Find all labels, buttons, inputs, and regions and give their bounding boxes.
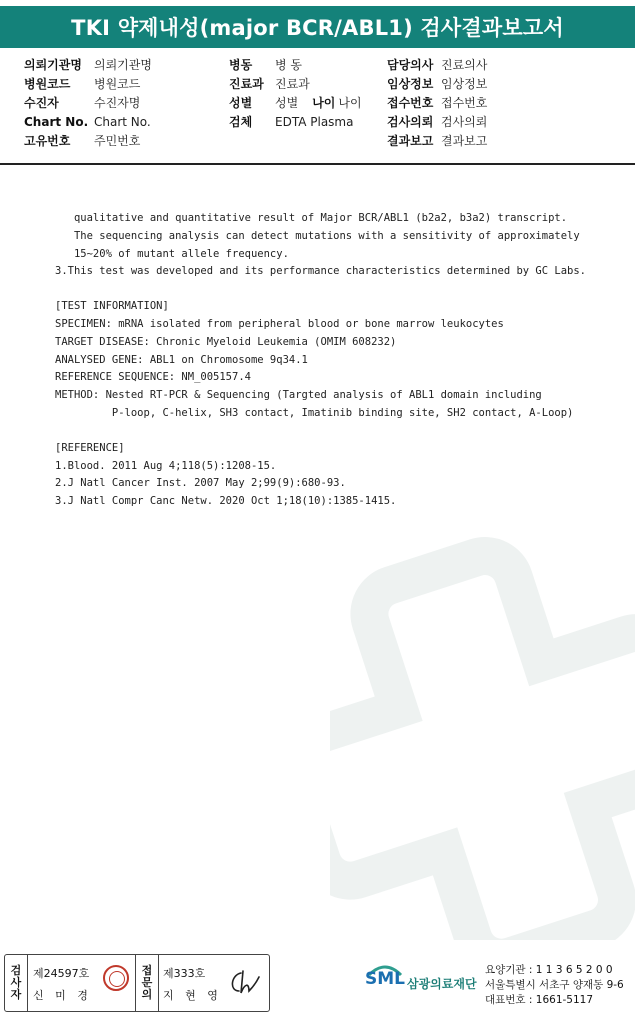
approver-license: 제333호 bbox=[163, 967, 206, 980]
header-col-1 bbox=[24, 56, 152, 151]
body-line: qualitative and quantitative result of Major BCR/ABL1 (b2a2, b3a2) transcript. bbox=[55, 212, 568, 224]
value-age: 나이 bbox=[338, 96, 362, 110]
body-line: METHOD: Nested RT-PCR & Sequencing (Targted analysis of ABL1 domain including bbox=[55, 389, 542, 402]
report-title: TKI 약제내성(major BCR/ABL1) 검사결과보고서 bbox=[0, 6, 635, 48]
label-attending-doctor: 담당의사 bbox=[387, 58, 434, 72]
company-info bbox=[485, 963, 624, 1008]
reference-item: 1.Blood. 2011 Aug 4;118(5):1208-15. bbox=[55, 459, 277, 472]
sml-logo bbox=[365, 963, 485, 1003]
value-department: 진료과 bbox=[275, 77, 310, 91]
approver-label: 접 문 의 bbox=[141, 964, 153, 1001]
body-line: 15~20% of mutant allele frequency. bbox=[55, 247, 289, 260]
value-patient: 수진자명 bbox=[94, 96, 141, 110]
tester-label: 검 사 자 bbox=[10, 964, 22, 1001]
header-col-3 bbox=[387, 56, 487, 151]
divider bbox=[158, 955, 159, 1011]
logo-name: 삼광의료재단 bbox=[407, 977, 477, 991]
value-ward: 병 동 bbox=[275, 58, 302, 72]
value-clinical-info: 임상정보 bbox=[441, 77, 488, 91]
value-chart-no: Chart No. bbox=[94, 115, 151, 129]
seal-stamp-icon bbox=[103, 965, 129, 991]
value-sex: 성별 bbox=[275, 96, 299, 110]
body-line: REFERENCE SEQUENCE: NM_005157.4 bbox=[55, 371, 251, 384]
body-line: The sequencing analysis can detect mutations with a sensitivity of approximately bbox=[55, 229, 580, 242]
label-clinical-info: 임상정보 bbox=[387, 77, 434, 91]
approver-name: 지 현 영 bbox=[163, 989, 222, 1002]
label-chart-no: Chart No. bbox=[24, 115, 89, 129]
divider bbox=[27, 955, 28, 1011]
body-line: P-loop, C-helix, SH3 contact, Imatinib binding site, SH2 contact, A-Loop) bbox=[55, 406, 574, 419]
patient-info-header bbox=[0, 48, 635, 165]
value-result-report: 결과보고 bbox=[441, 134, 488, 148]
header-col-2 bbox=[229, 56, 362, 132]
label-ward: 병동 bbox=[229, 58, 253, 72]
signature-icon bbox=[227, 967, 263, 999]
reference-item: 2.J Natl Cancer Inst. 2007 May 2;99(9):680-93. bbox=[55, 477, 346, 490]
spacer bbox=[55, 423, 625, 440]
tester-license: 제24597호 bbox=[33, 967, 90, 980]
body-line: SPECIMEN: mRNA isolated from peripheral blood or bone marrow leukocytes bbox=[55, 317, 504, 330]
cross-watermark-icon bbox=[330, 520, 635, 940]
value-requesting-institution: 의뢰기관명 bbox=[94, 58, 152, 72]
label-patient: 수진자 bbox=[24, 96, 59, 110]
label-requesting-institution: 의뢰기관명 bbox=[24, 58, 82, 72]
institution-code: 요양기관 : 1 1 3 6 5 2 0 0 bbox=[485, 964, 613, 976]
label-result-report: 결과보고 bbox=[387, 134, 434, 148]
label-age: 나이 bbox=[312, 96, 336, 110]
reference-item: 3.J Natl Compr Canc Netw. 2020 Oct 1;18(10):1385-1415. bbox=[55, 495, 397, 508]
value-receipt-no: 접수번호 bbox=[441, 96, 488, 110]
company-address: 서울특별시 서초구 양재동 9-6 bbox=[485, 979, 624, 991]
spacer bbox=[55, 281, 625, 298]
report-body bbox=[55, 210, 625, 511]
label-test-request: 검사의뢰 bbox=[387, 115, 434, 129]
label-receipt-no: 접수번호 bbox=[387, 96, 434, 110]
body-line: TARGET DISEASE: Chronic Myeloid Leukemia (OMIM 608232) bbox=[55, 335, 397, 348]
body-line: 3.This test was developed and its performance characteristics determined by GC Labs. bbox=[55, 265, 587, 278]
label-hospital-code: 병원코드 bbox=[24, 77, 71, 91]
section-heading-test-info: [TEST INFORMATION] bbox=[55, 300, 169, 313]
company-phone: 대표번호 : 1661-5117 bbox=[485, 994, 594, 1006]
tester-name: 신 미 경 bbox=[33, 989, 92, 1002]
value-unique-id: 주민번호 bbox=[94, 134, 141, 148]
value-attending-doctor: 진료의사 bbox=[441, 58, 488, 72]
label-unique-id: 고유번호 bbox=[24, 134, 71, 148]
value-hospital-code: 병원코드 bbox=[94, 77, 141, 91]
value-specimen: EDTA Plasma bbox=[275, 115, 354, 129]
body-line: ANALYSED GENE: ABL1 on Chromosome 9q34.1 bbox=[55, 353, 308, 366]
value-test-request: 검사의뢰 bbox=[441, 115, 488, 129]
label-sex: 성별 bbox=[229, 96, 253, 110]
label-specimen: 검체 bbox=[229, 115, 253, 129]
signature-box bbox=[4, 954, 270, 1012]
logo-mark: SML bbox=[365, 969, 405, 989]
label-department: 진료과 bbox=[229, 77, 264, 91]
section-heading-reference: [REFERENCE] bbox=[55, 441, 125, 454]
